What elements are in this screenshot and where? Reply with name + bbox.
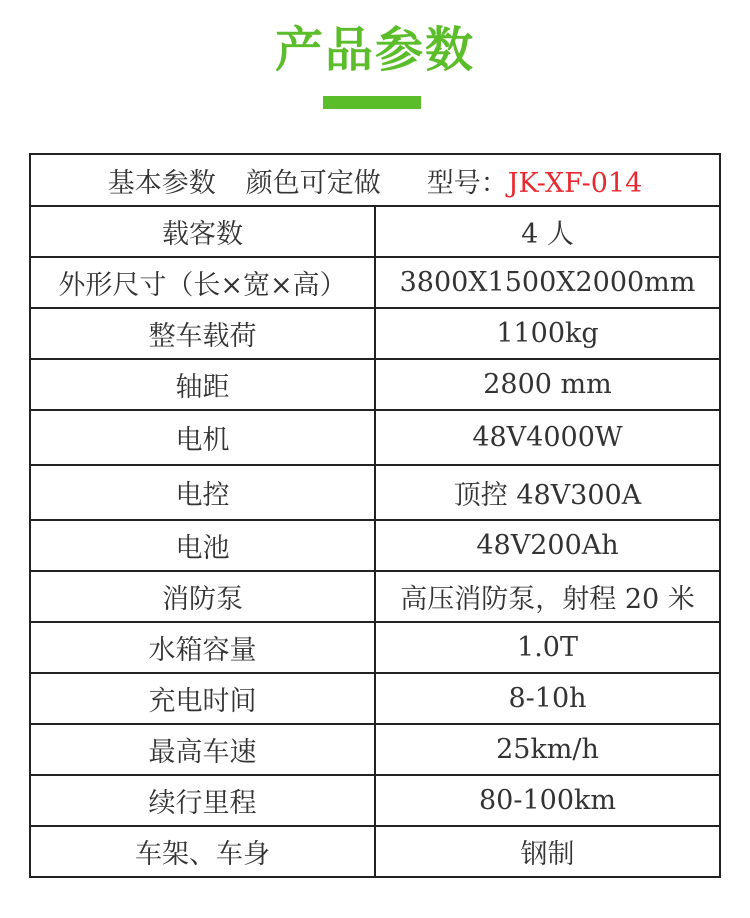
row-label: 电池 xyxy=(30,520,375,571)
table-row xyxy=(30,775,720,826)
row-value: 25km/h xyxy=(375,724,720,775)
row-value: 4 人 xyxy=(375,206,720,257)
table-row xyxy=(30,206,720,257)
row-label: 充电时间 xyxy=(30,673,375,724)
row-label: 轴距 xyxy=(30,359,375,410)
row-value: 2800 mm xyxy=(375,359,720,410)
row-label: 续行里程 xyxy=(30,775,375,826)
table-row xyxy=(30,571,720,622)
row-value: 48V200Ah xyxy=(375,520,720,571)
row-value: 钢制 xyxy=(375,826,720,877)
table-row xyxy=(30,826,720,877)
page-title: 产品参数 xyxy=(274,22,475,78)
row-value: 3800X1500X2000mm xyxy=(375,257,720,308)
row-label: 电控 xyxy=(30,465,375,520)
table-row xyxy=(30,257,720,308)
table-header-row xyxy=(30,154,720,206)
row-value: 80-100km xyxy=(375,775,720,826)
row-label: 外形尺寸（长×宽×高） xyxy=(30,257,375,308)
table-row xyxy=(30,724,720,775)
table-row xyxy=(30,410,720,465)
title-underline xyxy=(323,96,421,109)
row-value: 1100kg xyxy=(375,308,720,359)
table-row xyxy=(30,622,720,673)
row-label: 车架、车身 xyxy=(30,826,375,877)
basic-params-label: 基本参数 xyxy=(107,167,216,199)
row-value: 1.0T xyxy=(375,622,720,673)
row-label: 水箱容量 xyxy=(30,622,375,673)
row-value: 顶控 48V300A xyxy=(375,465,720,520)
row-label: 载客数 xyxy=(30,206,375,257)
row-label: 整车载荷 xyxy=(30,308,375,359)
row-value: 48V4000W xyxy=(375,410,720,465)
table-row xyxy=(30,465,720,520)
table-header-cell xyxy=(30,154,720,206)
row-value: 8-10h xyxy=(375,673,720,724)
table-row xyxy=(30,359,720,410)
table-row xyxy=(30,308,720,359)
table-row xyxy=(30,520,720,571)
model-value: JK-XF-014 xyxy=(507,167,643,199)
row-label: 电机 xyxy=(30,410,375,465)
row-value: 高压消防泵，射程 20 米 xyxy=(375,571,720,622)
row-label: 最高车速 xyxy=(30,724,375,775)
spec-table xyxy=(29,153,721,878)
color-note: 颜色可定做 xyxy=(245,167,381,199)
model-label: 型号： xyxy=(426,167,508,199)
table-row xyxy=(30,673,720,724)
row-label: 消防泵 xyxy=(30,571,375,622)
